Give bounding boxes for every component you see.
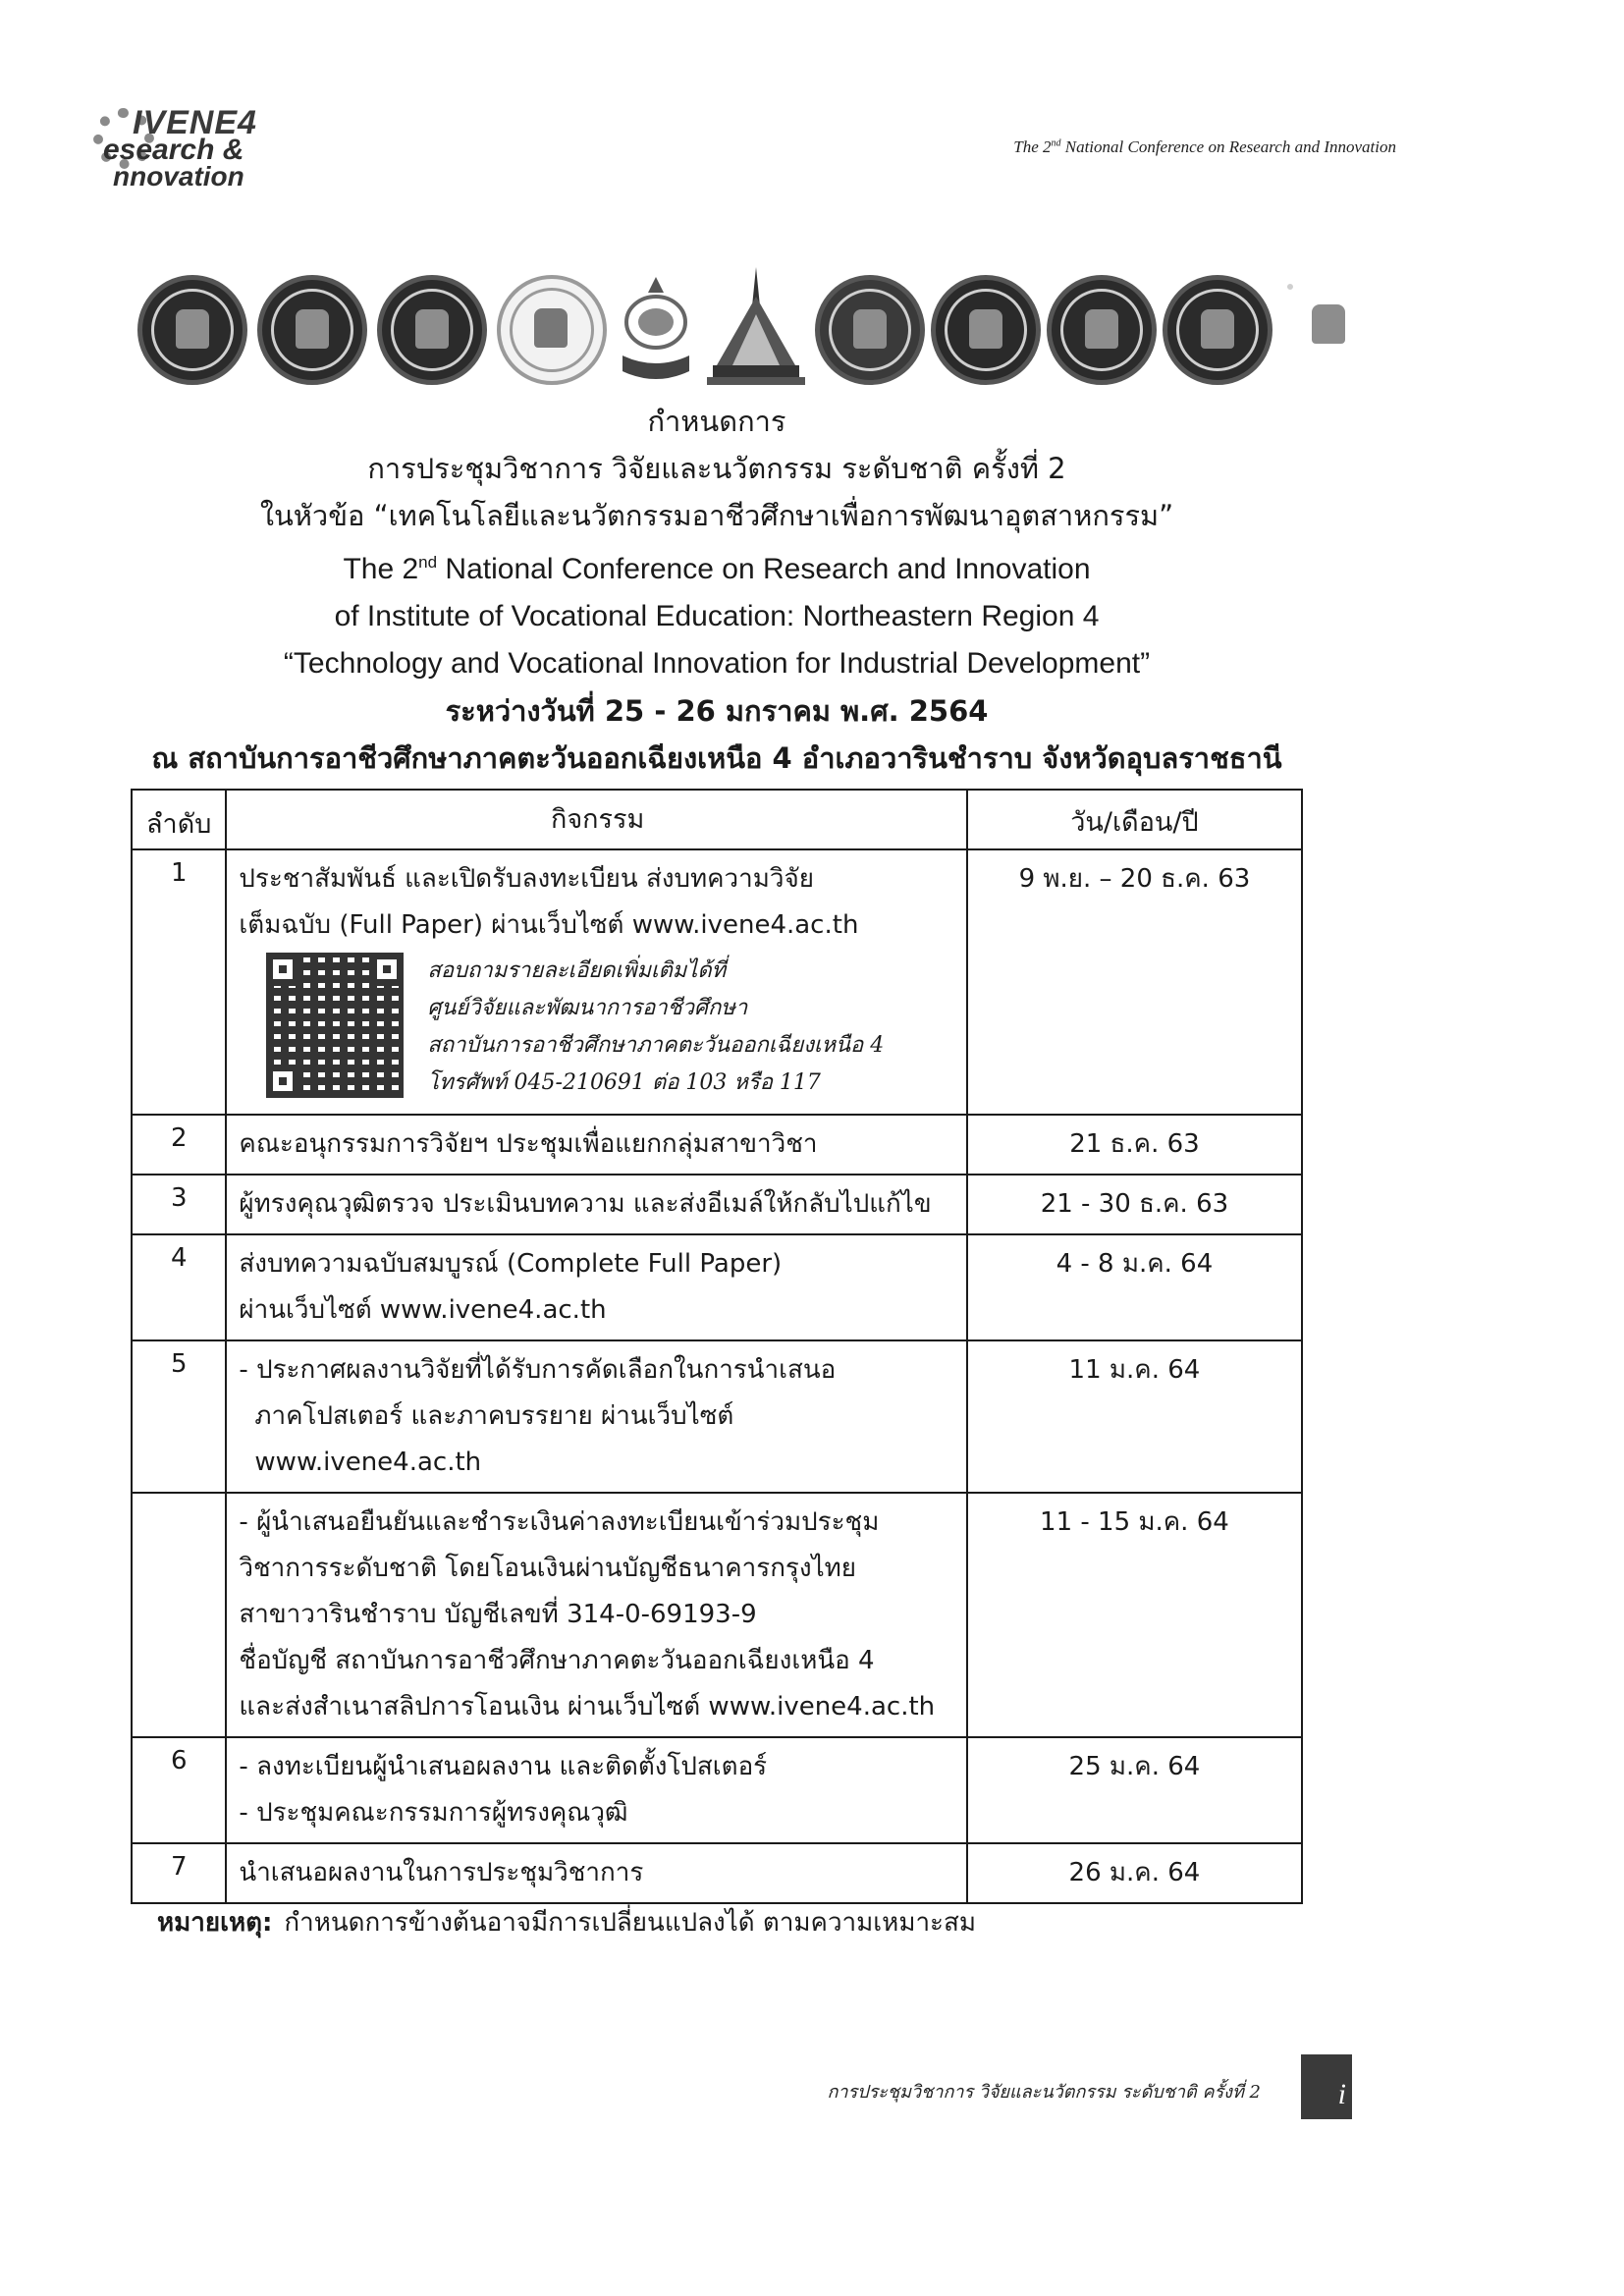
- contact-line: สถาบันการอาชีวศึกษาภาคตะวันออกเฉียงเหนือ 4: [427, 1033, 885, 1058]
- row-activity: [226, 1493, 966, 1737]
- table-row: [132, 1234, 1302, 1340]
- header-date: วัน/เดือน/ปี: [967, 790, 1302, 849]
- table-row: [132, 1340, 1302, 1493]
- activity-line: - ผู้นำเสนอยืนยันและชำระเงินค่าลงทะเบียนเข้าร่วมประชุม: [239, 1507, 880, 1537]
- activity-line: ชื่อบัญชี สถาบันการอาชีวศึกษาภาคตะวันออกเฉียงเหนือ 4: [239, 1646, 875, 1675]
- qr-contact: [239, 953, 955, 1102]
- activity-line: วิชาการระดับชาติ โดยโอนเงินผ่านบัญชีธนาคารกรุงไทย: [239, 1554, 857, 1583]
- qr-finder: [266, 953, 299, 986]
- title-conference-en: [137, 539, 1296, 593]
- row-date: 21 ธ.ค. 63: [967, 1115, 1302, 1175]
- title-en-post: National Conference on Research and Innovation: [437, 553, 1091, 585]
- qr-finder: [370, 953, 404, 986]
- contact-line: ศูนย์วิจัยและพัฒนาการอาชีวศึกษา: [427, 996, 748, 1020]
- temple-emblem-icon: [707, 267, 805, 391]
- header-conference-name: [1013, 137, 1396, 157]
- remark: [157, 1902, 976, 1942]
- seal-icon: [497, 275, 607, 385]
- table-header-row: [132, 790, 1302, 849]
- table-row: [132, 849, 1302, 1115]
- row-no: 2: [132, 1115, 226, 1175]
- header-post: National Conference on Research and Innovation: [1060, 137, 1396, 156]
- seal-icon: [815, 275, 925, 385]
- schedule-table: [131, 789, 1303, 1904]
- seal-icon: [137, 275, 247, 385]
- qr-code-icon[interactable]: [266, 953, 404, 1098]
- logo-line3: nnovation: [113, 161, 244, 191]
- emblem-icon: [609, 273, 703, 391]
- footer-conference-name: การประชุมวิชาการ วิจัยและนวัตกรรม ระดับชาติ ครั้งที่ 2: [827, 2082, 1261, 2103]
- title-en-pre: The 2: [343, 553, 419, 585]
- activity-line: นำเสนอผลงานในการประชุมวิชาการ: [239, 1858, 644, 1887]
- header-pre: The 2: [1013, 137, 1052, 156]
- title-dates: ระหว่างวันที่ 25 - 26 มกราคม พ.ศ. 2564: [445, 694, 989, 728]
- row-activity: [226, 1115, 966, 1175]
- title-venue: ณ สถาบันการอาชีวศึกษาภาคตะวันออกเฉียงเหนือ 4 อำเภอวารินชำราบ จังหวัดอุบลราชธานี: [151, 741, 1282, 775]
- header-no: ลำดับ: [132, 790, 226, 849]
- title-theme-thai: ในหัวข้อ “เทคโนโลยีและนวัตกรรมอาชีวศึกษาเพื่อการพัฒนาอุตสาหกรรม”: [259, 499, 1174, 532]
- activity-line: ส่งบทความฉบับสมบูรณ์ (Complete Full Paper): [239, 1249, 783, 1279]
- row-activity: [226, 1234, 966, 1340]
- row-date: 11 - 15 ม.ค. 64: [967, 1493, 1302, 1737]
- activity-line: ประชาสัมพันธ์ และเปิดรับลงทะเบียน ส่งบทความวิจัย: [239, 864, 814, 894]
- institution-seals: [137, 263, 1296, 391]
- logo-line1: IVENE4: [133, 104, 257, 141]
- row-no: 4: [132, 1234, 226, 1340]
- seal-icon: [1047, 275, 1157, 385]
- row-activity: [226, 1843, 966, 1903]
- page-number: i: [1301, 2054, 1352, 2119]
- title-institute-en: of Institute of Vocational Education: Northeastern Region 4: [334, 600, 1100, 632]
- row-activity: [226, 1340, 966, 1493]
- contact-line: สอบถามรายละเอียดเพิ่มเติมได้ที่: [427, 958, 727, 983]
- seal-icon: [931, 275, 1041, 385]
- seal-icon: [377, 275, 487, 385]
- row-date: 26 ม.ค. 64: [967, 1843, 1302, 1903]
- qr-finder: [266, 1065, 299, 1098]
- table-row: [132, 1843, 1302, 1903]
- title-en-sup: nd: [418, 553, 438, 572]
- title-schedule: กำหนดการ: [647, 405, 786, 438]
- activity-line: สาขาวารินชำราบ บัญชีเลขที่ 314-0-69193-9: [239, 1600, 757, 1629]
- row-date: 9 พ.ย. – 20 ธ.ค. 63: [967, 849, 1302, 1115]
- row-date: 25 ม.ค. 64: [967, 1737, 1302, 1843]
- activity-line: และส่งสำเนาสลิปการโอนเงิน ผ่านเว็บไซต์ www.ivene4.ac.th: [239, 1692, 936, 1722]
- row-no: 6: [132, 1737, 226, 1843]
- row-no: [132, 1493, 226, 1737]
- contact-info: [427, 953, 884, 1102]
- activity-line: - ประกาศผลงานวิจัยที่ได้รับการคัดเลือกในการนำเสนอ: [239, 1355, 837, 1385]
- row-no: 5: [132, 1340, 226, 1493]
- row-date: 4 - 8 ม.ค. 64: [967, 1234, 1302, 1340]
- table-row: [132, 1175, 1302, 1234]
- row-activity: [226, 1737, 966, 1843]
- remark-text: กำหนดการข้างต้นอาจมีการเปลี่ยนแปลงได้ ตามความเหมาะสม: [284, 1908, 977, 1938]
- row-activity: [226, 1175, 966, 1234]
- row-activity: [226, 849, 966, 1115]
- conference-logo: [93, 100, 290, 193]
- table-row: [132, 1115, 1302, 1175]
- activity-line: คณะอนุกรรมการวิจัยฯ ประชุมเพื่อแยกกลุ่มสาขาวิชา: [239, 1129, 818, 1159]
- title-theme-en: “Technology and Vocational Innovation for Industrial Development”: [283, 647, 1151, 680]
- logo-line2: esearch &: [103, 134, 244, 166]
- activity-line: ภาคโปสเตอร์ และภาคบรรยาย ผ่านเว็บไซต์: [254, 1401, 734, 1431]
- activity-line: ผ่านเว็บไซต์ www.ivene4.ac.th: [239, 1295, 607, 1325]
- row-no: 1: [132, 849, 226, 1115]
- title-conference-thai: การประชุมวิชาการ วิจัยและนวัตกรรม ระดับชาติ ครั้งที่ 2: [367, 452, 1066, 485]
- seal-icon: [1163, 275, 1272, 385]
- row-date: 11 ม.ค. 64: [967, 1340, 1302, 1493]
- remark-label: หมายเหตุ:: [157, 1908, 273, 1938]
- activity-line: - ลงทะเบียนผู้นำเสนอผลงาน และติดตั้งโปสเตอร์: [239, 1752, 768, 1781]
- table-row: [132, 1493, 1302, 1737]
- table-row: [132, 1737, 1302, 1843]
- header-sup: nd: [1051, 137, 1061, 149]
- row-no: 3: [132, 1175, 226, 1234]
- contact-line: โทรศัพท์ 045-210691 ต่อ 103 หรือ 117: [427, 1070, 821, 1095]
- row-date: 21 - 30 ธ.ค. 63: [967, 1175, 1302, 1234]
- activity-line: ผู้ทรงคุณวุฒิตรวจ ประเมินบทความ และส่งอีเมล์ให้กลับไปแก้ไข: [239, 1189, 932, 1219]
- row-no: 7: [132, 1843, 226, 1903]
- activity-line: - ประชุมคณะกรรมการผู้ทรงคุณวุฒิ: [239, 1798, 628, 1828]
- activity-line: เต็มฉบับ (Full Paper) ผ่านเว็บไซต์ www.ivene4.ac.th: [239, 910, 859, 940]
- document-title-block: [137, 398, 1296, 782]
- header-activity: กิจกรรม: [226, 790, 966, 849]
- seal-icon: [257, 275, 367, 385]
- activity-line: www.ivene4.ac.th: [254, 1448, 482, 1477]
